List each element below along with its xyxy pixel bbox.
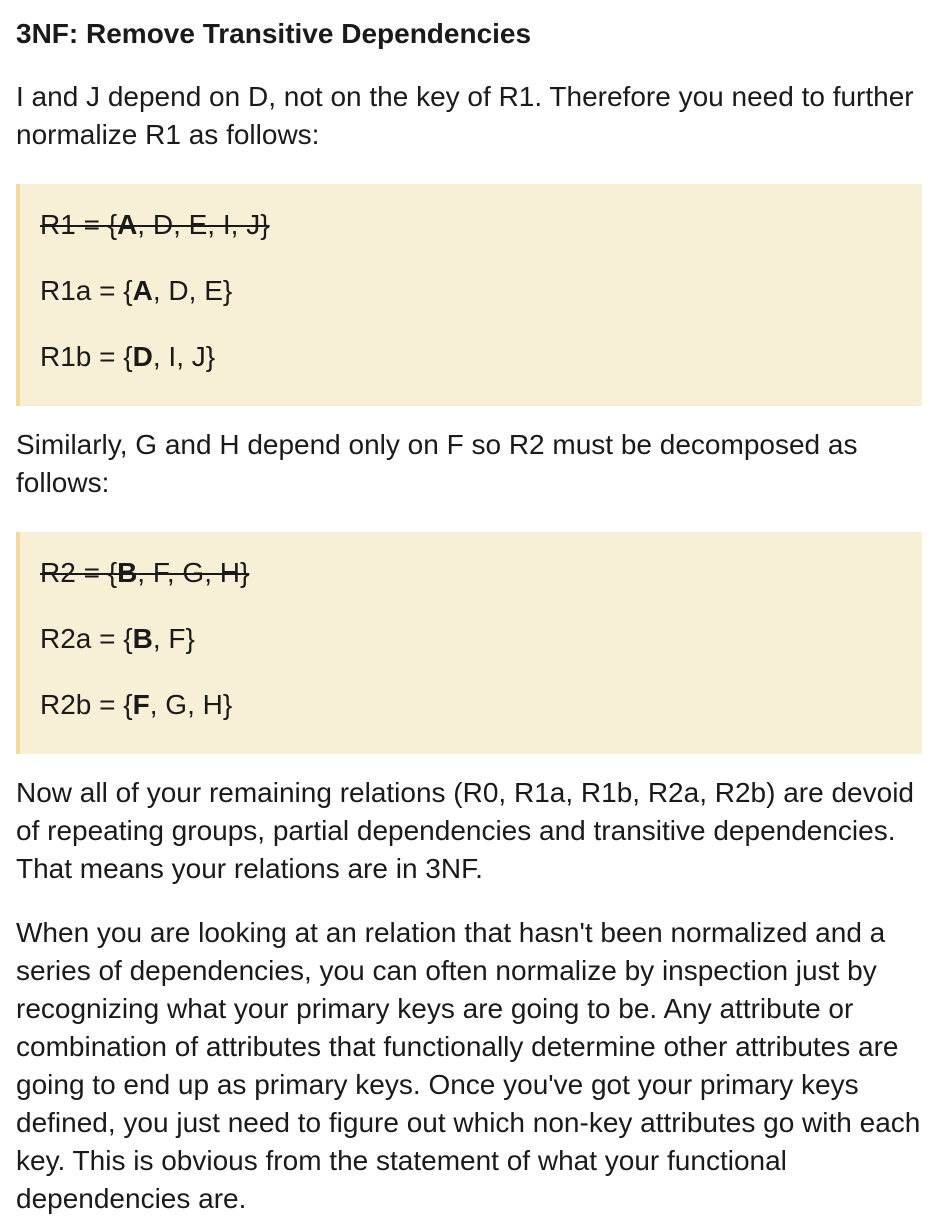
relation-r1b: R1b = {D, I, J} [40, 341, 216, 372]
r2-paragraph: Similarly, G and H depend only on F so R2 must be decomposed as follows: [16, 429, 858, 498]
relation-r1a: R1a = {A, D, E} [40, 275, 233, 306]
r1-decomposition-block [16, 184, 922, 406]
relation-r2-struck: R2 = {B, F, G, H} [40, 557, 250, 588]
r2-decomposition-block [16, 532, 922, 754]
conclusion-paragraph: Now all of your remaining relations (R0, R1a, R1b, R2a, R2b) are devoid of repeating groups, partial dependencies and transitive dependencies. That means your relations are in 3NF. [16, 777, 914, 884]
inspection-paragraph: When you are looking at an relation that hasn't been normalized and a series of dependencies, you can often normalize by inspection just by recognizing what your primary keys are going to be. Any attribute or combination of attributes that functionally determine other attributes are going to end up as primary keys. Once you've got your primary keys defined, you just need to figure out which non-key attributes go with each key. This is obvious from the statement of what your functional dependencies are. [16, 917, 921, 1214]
relation-r2a: R2a = {B, F} [40, 623, 195, 654]
relation-r1-struck: R1 = {A, D, E, I, J} [40, 209, 270, 240]
section-heading: 3NF: Remove Transitive Dependencies [16, 18, 532, 49]
intro-paragraph: I and J depend on D, not on the key of R1. Therefore you need to further normalize R1 as follows: [16, 81, 914, 150]
relation-r2b: R2b = {F, G, H} [40, 689, 233, 720]
